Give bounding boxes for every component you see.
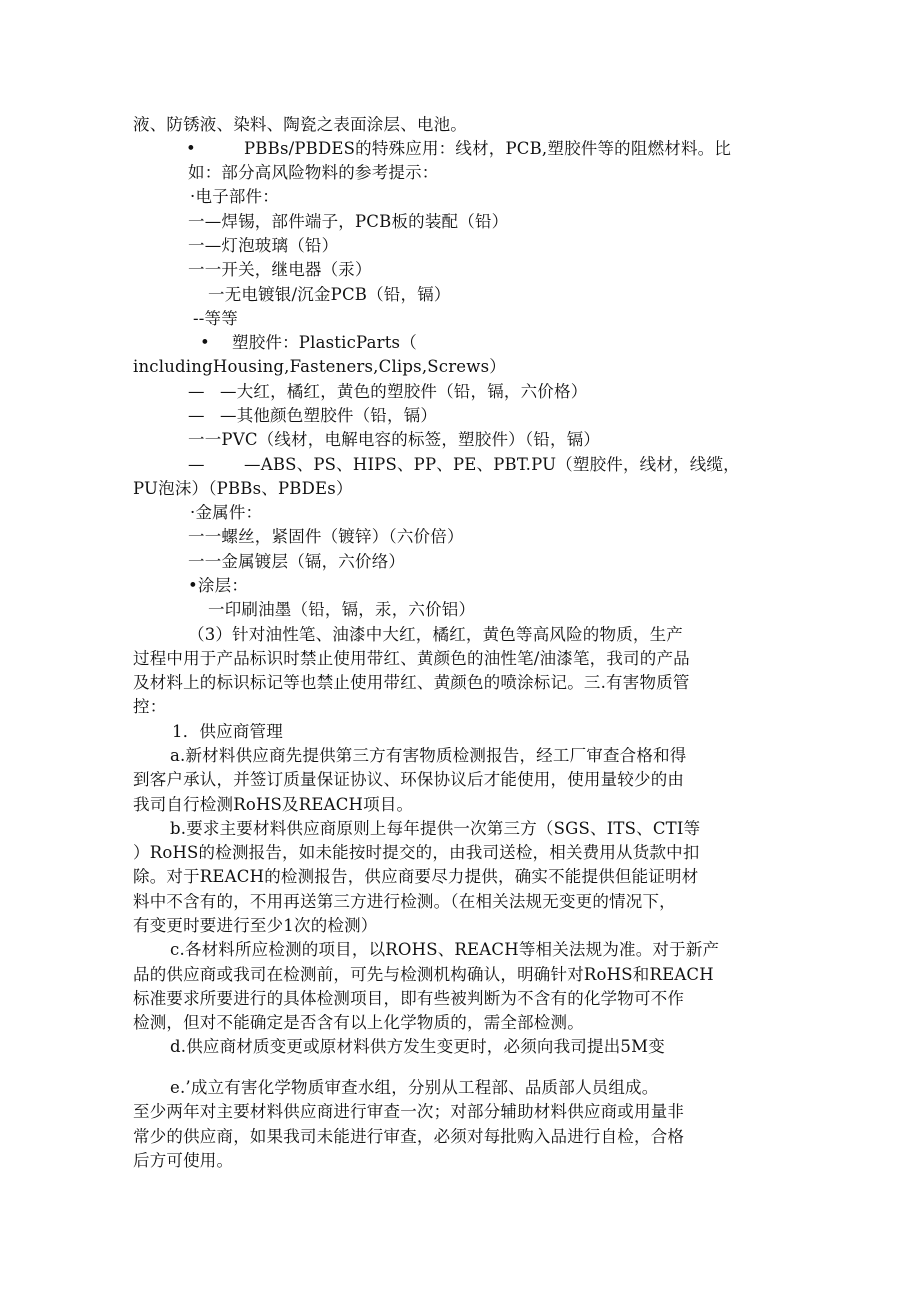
- paragraph-line: 检测，但对不能确定是否含有以上化学物质的，需全部检测。: [133, 1013, 584, 1032]
- bullet: •: [200, 333, 210, 352]
- text-line: 液、防锈液、染料、陶瓷之表面涂层、电池。: [133, 115, 467, 134]
- list-item: 一一PVC（线材，电解电容的标签，塑胶件）（铅，镉）: [188, 430, 601, 449]
- paragraph-line: 常少的供应商，如果我司未能进行审查，必须对每批购入品进行自检，合格: [133, 1127, 685, 1146]
- paragraph-line: a.新材料供应商先提供第三方有害物质检测报告，经工厂审查合格和得: [170, 746, 687, 765]
- text-line: PBBs/PBDES的特殊应用：线材，PCB,塑胶件等的阻燃材料。比: [244, 139, 732, 158]
- list-item: —ABS、PS、HIPS、PP、PE、PBT.PU（塑胶件，线材，线缆，: [244, 455, 740, 474]
- list-item: —大红，橘红，黄色的塑胶件（铅，镉，六价格）: [220, 382, 588, 401]
- paragraph-line: e.’成立有害化学物质审查水组，分别从工程部、品质部人员组成。: [170, 1078, 659, 1097]
- paragraph-line: 后方可使用。: [133, 1151, 234, 1170]
- paragraph-line: 至少两年对主要材料供应商进行审查一次；对部分辅助材料供应商或用量非: [133, 1102, 685, 1121]
- paragraph-line: 除。对于REACH的检测报告，供应商要尽力提供，确实不能提供但能证明材: [133, 867, 699, 886]
- paragraph-line: 料中不含有的，不用再送第三方进行检测。（在相关法规无变更的情况下，: [133, 892, 676, 911]
- text-line: 如：部分高风险物料的参考提示：: [188, 163, 439, 182]
- section-heading: ·电子部件：: [190, 187, 279, 206]
- bullet: •: [186, 139, 196, 158]
- paragraph-line: c.各材料所应检测的项目，以ROHS、REACH等相关法规为准。对于新产: [170, 940, 720, 959]
- paragraph-line: d.供应商材质变更或原材料供方发生变更时，必须向我司提出5M变: [170, 1037, 665, 1056]
- paragraph-line: 过程中用于产品标识时禁止使用带红、黄颜色的油性笔/油漆笔，我司的产品: [133, 649, 690, 668]
- section-heading: •涂层：: [188, 576, 249, 595]
- list-item: 一无电镀银/沉金PCB（铅，镉）: [208, 285, 451, 304]
- list-item: —其他颜色塑胶件（铅，镉）: [220, 406, 438, 425]
- list-item: 一一螺丝，紧固件（镀锌）（六价倍）: [188, 527, 464, 546]
- dash: —: [188, 406, 205, 425]
- section-heading: 1．供应商管理: [172, 722, 283, 741]
- list-item: 一—焊锡，部件端子，PCB板的装配（铅）: [188, 212, 509, 231]
- text-line: PU泡沫）（PBBs、PBDEs）: [133, 479, 353, 498]
- paragraph-line: ）RoHS的检测报告，如未能按时提交的，由我司送检，相关费用从货款中扣: [133, 843, 700, 862]
- list-item: 一一开关，继电器（汞）: [188, 260, 372, 279]
- section-heading: 塑胶件：PlasticParts（: [232, 333, 417, 352]
- paragraph-line: 标准要求所要进行的具体检测项目，即有些被判断为不含有的化学物可不作: [133, 989, 685, 1008]
- list-item: 一印刷油墨（铅，镉，汞，六价铝）: [208, 600, 476, 619]
- list-item: 一一金属镀层（镉，六价络）: [188, 552, 406, 571]
- paragraph-line: 有变更时要进行至少1次的检测）: [133, 916, 378, 935]
- list-item: 一—灯泡玻璃（铅）: [188, 236, 339, 255]
- dash: —: [188, 382, 205, 401]
- section-heading: ·金属件：: [190, 503, 263, 522]
- paragraph-line: （3）针对油性笔、油漆中大红，橘红，黄色等高风险的物质，生产: [188, 625, 683, 644]
- paragraph-line: b.要求主要材料供应商原则上每年提供一次第三方（SGS、ITS、CTI等: [170, 819, 701, 838]
- text-line: includingHousing,Fasteners,Clips,Screws）: [133, 357, 506, 376]
- paragraph-line: 我司自行检测RoHS及REACH项目。: [133, 795, 414, 814]
- paragraph-line: 品的供应商或我司在检测前，可先与检测机构确认，明确针对RoHS和REACH: [133, 965, 714, 984]
- paragraph-line: 控：: [133, 697, 167, 716]
- list-item: --等等: [193, 309, 238, 328]
- paragraph-line: 及材料上的标识标记等也禁止使用带红、黄颜色的喷涂标记。三.有害物质管: [133, 673, 690, 692]
- paragraph-line: 到客户承认，并签订质量保证协议、环保协议后才能使用，使用量较少的由: [133, 770, 685, 789]
- dash: —: [188, 455, 205, 474]
